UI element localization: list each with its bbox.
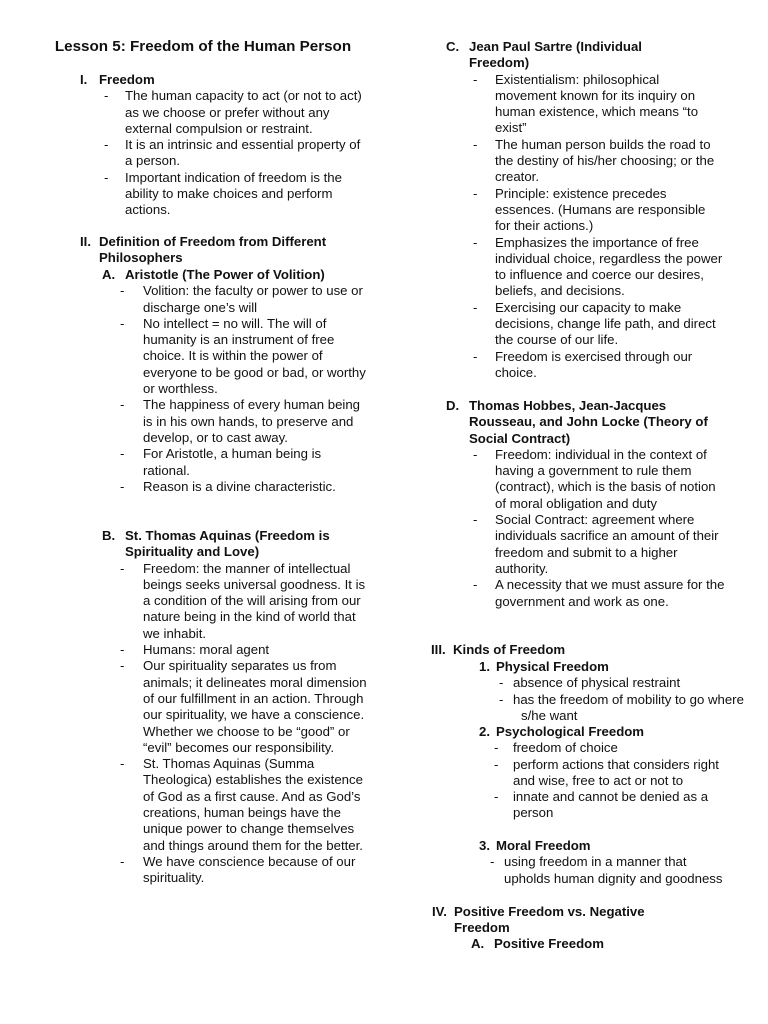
- subsection-heading: [471, 936, 731, 952]
- bullet-dash: -: [473, 136, 478, 152]
- kind-number: 2.: [479, 724, 490, 739]
- list-item: [102, 854, 372, 887]
- list-item: [446, 447, 746, 512]
- list-item: [446, 137, 746, 186]
- bullet-text: Freedom: individual in the context of having a government to rule them (contract), which is the basis of notion of moral obligation and duty: [495, 446, 716, 511]
- list-item: [479, 740, 739, 756]
- bullet-text: The human person builds the road to the destiny of his/her choosing; or the creator.: [495, 136, 715, 185]
- list-item: [102, 283, 372, 316]
- section-heading: [80, 72, 370, 88]
- kind-number: 3.: [479, 838, 490, 853]
- bullet-text: has the freedom of mobility to go where s/he want: [513, 691, 744, 723]
- section-kinds: [431, 642, 751, 658]
- subsection-aquinas: [102, 528, 372, 887]
- bullet-dash: -: [499, 691, 504, 707]
- bullet-text: Principle: existence precedes essences. (Humans are responsible for their actions.): [495, 185, 706, 234]
- bullet-dash: -: [120, 315, 125, 331]
- subsection-letter: C.: [446, 39, 460, 54]
- section-title: Freedom: [99, 72, 155, 87]
- section-heading: [80, 234, 364, 267]
- kind-psychological: [479, 724, 739, 822]
- subsection-positive-freedom: [471, 936, 731, 952]
- bullet-dash: -: [473, 348, 478, 364]
- bullet-list: [446, 447, 746, 610]
- list-item: [80, 137, 370, 170]
- bullet-text: Volition: the faculty or power to use or discharge one’s will: [143, 283, 363, 315]
- list-item: [479, 854, 739, 887]
- bullet-text: It is an intrinsic and essential property of a person.: [125, 137, 361, 169]
- list-item: [102, 658, 372, 756]
- subsection-heading: [102, 528, 371, 561]
- bullet-dash: -: [490, 854, 495, 870]
- bullet-text: The human capacity to act (or not to act) as we choose or prefer without any external compulsion or restraint.: [125, 88, 362, 136]
- subsection-social-contract: [446, 398, 746, 610]
- list-item: [102, 756, 372, 854]
- section-freedom: [80, 72, 370, 219]
- bullet-text: Humans: moral agent: [143, 642, 270, 658]
- kind-moral: [479, 838, 739, 887]
- bullet-dash: -: [473, 299, 478, 315]
- bullet-dash: -: [473, 577, 478, 593]
- bullet-list: [102, 283, 372, 495]
- bullet-list: [80, 88, 370, 218]
- bullet-text: Important indication of freedom is the ability to make choices and perform actions.: [125, 169, 342, 218]
- bullet-text: A necessity that we must assure for the government and work as one.: [495, 577, 725, 609]
- bullet-text: using freedom in a manner that upholds human dignity and goodness: [504, 854, 723, 886]
- list-item: [446, 349, 746, 382]
- subsection-title: Thomas Hobbes, Jean-Jacques Rousseau, and John Locke (Theory of Social Contract): [469, 398, 708, 446]
- bullet-list: [102, 561, 372, 887]
- kind-physical: [479, 659, 744, 724]
- section-title: Positive Freedom vs. Negative Freedom: [454, 904, 645, 936]
- list-item: [102, 479, 372, 495]
- subsection-letter: D.: [446, 398, 460, 413]
- bullet-text: perform actions that considers right and wise, free to act or not to: [513, 756, 719, 788]
- list-item: [102, 316, 372, 397]
- subsection-sartre: [446, 39, 746, 381]
- bullet-dash: -: [473, 446, 478, 462]
- bullet-text: Social Contract: agreement where individuals sacrifice an amount of their freedom and submit to a higher authority.: [495, 512, 719, 576]
- kind-heading: [479, 838, 739, 854]
- bullet-dash: -: [120, 658, 125, 674]
- subsection-heading: [446, 39, 689, 72]
- bullet-list: [446, 72, 746, 382]
- list-item: [102, 446, 372, 479]
- list-item: [446, 577, 746, 610]
- bullet-dash: -: [104, 88, 109, 104]
- bullet-text: St. Thomas Aquinas (Summa Theologica) establishes the existence of God as a first cause. And as God’s creations, human beings have the unique power to change themselves and things around them for the better.: [143, 756, 363, 853]
- subsection-letter: A.: [471, 936, 485, 951]
- bullet-dash: -: [104, 137, 109, 153]
- bullet-text: absence of physical restraint: [513, 675, 681, 691]
- subsection-aristotle: [102, 267, 372, 495]
- bullet-text: For Aristotle, a human being is rational.: [143, 446, 322, 478]
- list-item: [80, 88, 370, 137]
- bullet-text: Existentialism: philosophical movement known for its inquiry on human existence, which means “to exist”: [495, 71, 699, 136]
- bullet-dash: -: [473, 71, 478, 87]
- bullet-text: Freedom: the manner of intellectual beings seeks universal goodness. It is a condition of the will arising from our nature being in the kind of world that we inhabit.: [143, 560, 366, 641]
- bullet-text: Our spirituality separates us from animals; it delineates moral dimension of our fulfillment in an action. Through our spirituality, we have a conscience. Whether we choose to be “good” or “evil” becomes our responsibility.: [143, 658, 367, 755]
- subsection-letter: A.: [102, 267, 116, 282]
- bullet-text: innate and cannot be denied as a person: [513, 789, 709, 821]
- bullet-dash: -: [120, 756, 125, 772]
- section-title: Definition of Freedom from Different Philosophers: [99, 234, 327, 266]
- list-item: [446, 300, 746, 349]
- subsection-title: Aristotle (The Power of Volition): [125, 267, 325, 282]
- kind-heading: [479, 724, 739, 740]
- list-item: [102, 561, 372, 642]
- list-item: [446, 512, 746, 577]
- list-item: [446, 235, 746, 300]
- bullet-dash: -: [120, 642, 125, 658]
- bullet-dash: -: [120, 397, 125, 413]
- list-item: [102, 397, 372, 446]
- bullet-text: Emphasizes the importance of free individual choice, regardless the power to influence and coerce our desires, beliefs, and decisions.: [495, 234, 723, 299]
- subsection-title: St. Thomas Aquinas (Freedom is Spirituality and Love): [125, 528, 330, 560]
- section-number: I.: [80, 72, 88, 87]
- section-heading: [431, 642, 751, 658]
- section-number: III.: [431, 642, 446, 657]
- bullet-dash: -: [494, 740, 499, 756]
- page-title: Lesson 5: Freedom of the Human Person: [54, 38, 352, 55]
- subsection-title: Positive Freedom: [494, 936, 604, 951]
- subsection-heading: [102, 267, 372, 283]
- bullet-text: Reason is a divine characteristic.: [143, 478, 336, 494]
- list-item: [479, 675, 739, 691]
- bullet-dash: -: [494, 789, 499, 805]
- kind-heading: [479, 659, 739, 675]
- list-item: [479, 789, 739, 822]
- bullet-dash: -: [473, 234, 478, 250]
- kind-title: Physical Freedom: [496, 659, 609, 674]
- bullet-dash: -: [473, 185, 478, 201]
- kind-title: Psychological Freedom: [496, 724, 645, 739]
- section-heading: [432, 904, 694, 937]
- section-definitions: [80, 234, 370, 267]
- bullet-dash: -: [473, 512, 478, 528]
- subsection-title: Jean Paul Sartre (Individual Freedom): [469, 39, 642, 71]
- subsection-letter: B.: [102, 528, 116, 543]
- list-item: [479, 757, 739, 790]
- bullet-dash: -: [494, 756, 499, 772]
- bullet-dash: -: [120, 853, 125, 869]
- section-title: Kinds of Freedom: [453, 642, 566, 657]
- bullet-dash: -: [120, 560, 125, 576]
- subsection-heading: [446, 398, 709, 447]
- bullet-text: The happiness of every human being is in his own hands, to preserve and develop, or to cast away.: [143, 397, 361, 445]
- bullet-dash: -: [120, 446, 125, 462]
- section-positive-negative: [432, 904, 732, 937]
- bullet-text: Exercising our capacity to make decisions, change life path, and direct the course of our life.: [495, 299, 716, 348]
- bullet-text: We have conscience because of our spirituality.: [143, 853, 356, 886]
- section-number: IV.: [432, 904, 447, 919]
- bullet-text: Freedom is exercised through our choice.: [495, 348, 693, 380]
- list-item: [102, 642, 372, 658]
- list-item: [446, 72, 746, 137]
- kind-title: Moral Freedom: [496, 838, 591, 853]
- bullet-dash: -: [120, 283, 125, 299]
- bullet-dash: -: [120, 478, 125, 494]
- bullet-dash: -: [104, 169, 109, 185]
- kind-number: 1.: [479, 659, 490, 674]
- list-item: [80, 170, 370, 219]
- bullet-dash: -: [499, 675, 504, 691]
- bullet-text: No intellect = no will. The will of humanity is an instrument of free choice. It is within the power of everyone to be good or bad, or worthy or worthless.: [143, 315, 366, 397]
- section-number: II.: [80, 234, 91, 249]
- list-item: [446, 186, 746, 235]
- bullet-text: freedom of choice: [513, 740, 618, 756]
- list-item: [479, 691, 744, 725]
